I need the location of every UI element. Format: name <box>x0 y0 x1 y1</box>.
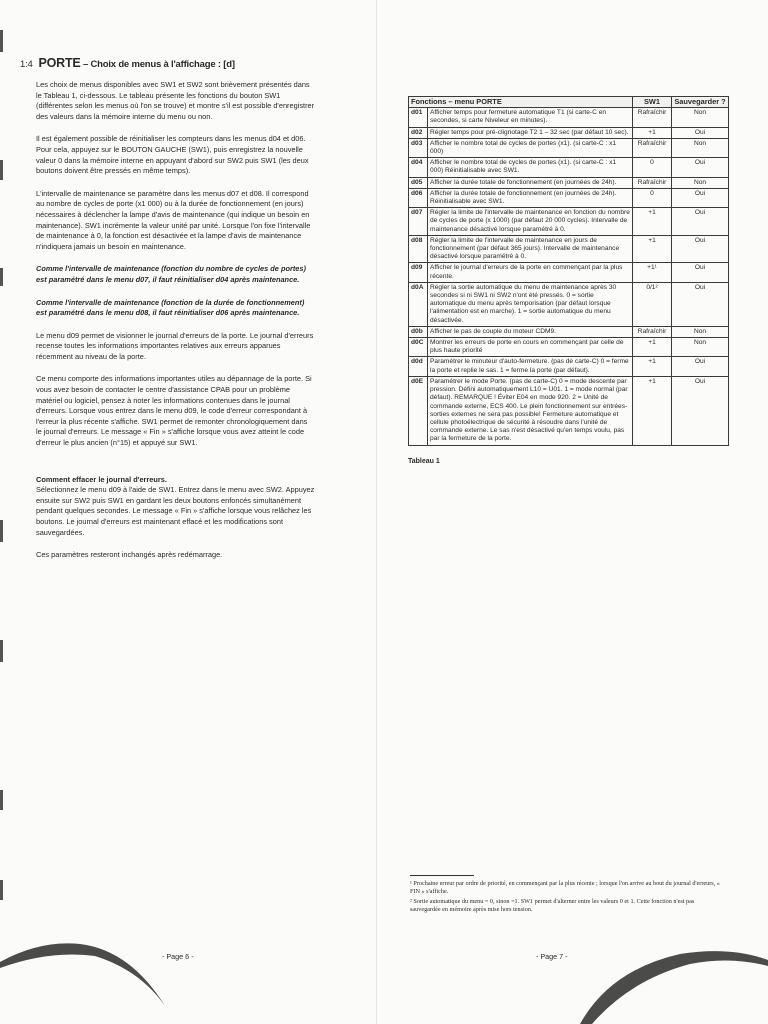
paragraph: Il est également possible de réinitialiser les compteurs dans les menus d04 et d06. Pour cela, appuyez sur le BOUTON GAUCHE (SW1), puis enregistrez la nouvelle valeur 0 dans la mémoire interne en appuyant d'abord sur SW2 puis SW1 (les deux boutons doivent être pressés en même temps). <box>36 134 309 176</box>
left-body <box>36 80 314 561</box>
section-subtitle: – Choix de menus à l'affichage : [d] <box>80 59 235 70</box>
binding-mark <box>0 160 3 180</box>
table-body <box>409 108 729 445</box>
table-row <box>409 108 729 127</box>
row-save: Oui <box>672 357 729 376</box>
table-row <box>409 127 729 138</box>
row-code: d04 <box>409 158 428 177</box>
row-description: Régler la limite de l'intervalle de maintenance en fonction du nombre de cycles de porte (x 1000) (par défaut 20 000 cycles). Intervalle de maintenance désactivé lorsque paramétré à 0. <box>428 208 633 236</box>
row-sw1: Rafraîchir <box>633 108 672 127</box>
row-save: Oui <box>672 188 729 207</box>
row-sw1: +1 <box>633 357 672 376</box>
row-description: Régler temps pour pré-clignotage T2 1 – 32 sec (par défaut 10 sec). <box>428 127 633 138</box>
section-name: PORTE <box>38 56 81 70</box>
row-description: Afficher la durée totale de fonctionnement (en journées de 24h). <box>428 177 633 188</box>
row-description: Afficher le pas de couple du moteur CDM9. <box>428 326 633 337</box>
binding-mark <box>0 268 3 286</box>
row-description: Afficher le nombre total de cycles de portes (x1). (si carte-C : x1 000) <box>428 138 633 157</box>
binding-mark <box>0 30 3 52</box>
row-code: d02 <box>409 127 428 138</box>
table-row <box>409 282 729 326</box>
row-save: Oui <box>672 376 729 445</box>
table-row <box>409 208 729 236</box>
row-description: Afficher le nombre total de cycles de portes (x1). (si carte-C : x1 000) Réinitialisable avec SW1. <box>428 158 633 177</box>
page-number-left: - Page 6 - <box>162 952 194 961</box>
row-save: Non <box>672 326 729 337</box>
table-caption: Tableau 1 <box>408 457 440 465</box>
row-save: Oui <box>672 282 729 326</box>
row-code: d03 <box>409 138 428 157</box>
row-sw1: +1 <box>633 127 672 138</box>
row-sw1: Rafraîchir <box>633 177 672 188</box>
row-sw1: +1 <box>633 376 672 445</box>
table-row <box>409 326 729 337</box>
header-functions: Fonctions – menu PORTE <box>409 97 633 108</box>
row-description: Régler la limite de l'intervalle de maintenance en jours de fonctionnement (par défaut 365 jours). Intervalle de maintenance désactivé lorsque paramétré à 0. <box>428 235 633 263</box>
table-row <box>409 158 729 177</box>
row-description: Afficher temps pour fermeture automatique T1 (si carte-C en secondes, si carte Niveleur en minutes). <box>428 108 633 127</box>
row-save: Oui <box>672 208 729 236</box>
page-curl-right <box>580 940 768 1024</box>
header-save: Sauvegarder ? <box>672 97 729 108</box>
footnote: ² Sortie automatique du menu = 0, sinon =1. SW1 permet d'alterner entre les valeurs 0 et 1. Cette fonction n'est pas sauvegardée en mémoire après mise hors tension. <box>410 898 695 913</box>
row-code: d0d <box>409 357 428 376</box>
table-row <box>409 177 729 188</box>
table-row <box>409 338 729 357</box>
footnote: ¹ Prochaine erreur par ordre de priorité, en commençant par la plus récente ; lorsque l'on arrive au bout du journal d'erreurs, « FIN » s'affiche. <box>410 880 720 895</box>
footnotes <box>410 875 720 916</box>
paragraph: Sélectionnez le menu d09 à l'aide de SW1. Entrez dans le menu avec SW2. Appuyez ensuite sur SW2 puis SW1 en gardant les deux boutons enfoncés simultanément pendant quelques secondes. Le message « Fin » s'affiche lorsque vous relâchez les boutons. Le journal d'erreurs est maintenant effacé et les modifications sont sauvegardées. <box>36 485 315 537</box>
header-sw1: SW1 <box>633 97 672 108</box>
row-save: Oui <box>672 235 729 263</box>
table-row <box>409 376 729 445</box>
row-code: d05 <box>409 177 428 188</box>
section-title <box>20 56 360 70</box>
binding-mark <box>0 790 3 810</box>
table-header-row <box>409 97 729 108</box>
row-save: Non <box>672 138 729 157</box>
row-description: Montrer les erreurs de porte en cours en commençant par celle de plus haute priorité <box>428 338 633 357</box>
row-sw1: Rafraîchir <box>633 138 672 157</box>
table-row <box>409 357 729 376</box>
row-sw1: 0 <box>633 188 672 207</box>
row-sw1: +1 <box>633 208 672 236</box>
subheading: Comment effacer le journal d'erreurs. <box>36 474 167 484</box>
row-code: d0E <box>409 376 428 445</box>
row-save: Non <box>672 108 729 127</box>
spread-fold <box>376 0 377 1024</box>
row-save: Non <box>672 177 729 188</box>
row-description: Afficher le journal d'erreurs de la porte en commençant par la plus récente. <box>428 263 633 282</box>
row-sw1: 0/1² <box>633 282 672 326</box>
paragraph: Ce menu comporte des informations importantes utiles au dépannage de la porte. Si vous avez besoin de contacter le centre d'assistance CPAB pour un problème matériel ou logiciel, pensez à noter les informations contenues dans le journal d'erreurs. Lorsque vous entrez dans le menu d09, le code d'erreur correspondant à l'erreur la plus récente s'affiche. SW1 permet de remonter chronologiquement dans le journal d'erreurs. Le message « Fin » s'affiche lorsque vous avez atteint le code d'erreur le plus ancien (n°15) et appuyé sur SW1. <box>36 374 312 448</box>
binding-mark <box>0 640 3 662</box>
row-sw1: +1¹ <box>633 263 672 282</box>
row-code: d0A <box>409 282 428 326</box>
binding-mark <box>0 880 3 900</box>
footnote-rule <box>410 875 474 876</box>
table-row <box>409 138 729 157</box>
row-sw1: +1 <box>633 235 672 263</box>
row-description: Paramétrer le mode Porte. (pas de carte-C) 0 = mode descente par pression. Défini automatiquement L10 = U01. 1 = mode normal (par défaut). REMARQUE ! Éviter E04 en mode 920. 2 = Unité de commande externe, ECS 400. Le plein fonctionnement sur entrées-sorties externes ne sera pas possible! Fermeture automatique et cellule photoélectrique de sécurité à résoudre dans l'unité de commande externe. Le sas n'est désactivé qu'en temps voulu, pas par la fermeture de la porte. <box>428 376 633 445</box>
italic-note: Comme l'intervalle de maintenance (fonction du nombre de cycles de portes) est paramétré dans le menu d07, il faut réinitialiser d04 après maintenance. <box>36 264 306 284</box>
row-description: Régler la sortie automatique du menu de maintenance après 30 secondes si ni SW1 ni SW2 n'ont été pressés. 0 = sortie automatique du menu après temporisation (par défaut lorsque l'alimentation est en marche). 1 = sortie automatique du menu désactivée. <box>428 282 633 326</box>
page-number-right: - Page 7 - <box>536 952 568 961</box>
row-code: d07 <box>409 208 428 236</box>
functions-table <box>408 96 729 446</box>
row-save: Non <box>672 338 729 357</box>
paragraph: Le menu d09 permet de visionner le journal d'erreurs de la porte. Le journal d'erreurs recense toutes les informations importantes relatives aux erreurs apparues récemment au niveau de la porte. <box>36 330 314 361</box>
row-code: d0C <box>409 338 428 357</box>
paragraph: L'intervalle de maintenance se paramètre dans les menus d07 et d08. Il correspond au nombre de cycles de porte (x1 000) ou à la durée de fonctionnement (en jours) nécessaires à déclencher la lampe d'avis de maintenance (qui indique un besoin en maintenance). SW1 incrémente la valeur unité par unité. Lorsque l'on fixe l'intervalle de maintenance à 0, la fonction est désactivée et la lampe d'avis de maintenance n'indiquera jamais un besoin en maintenance. <box>36 188 311 251</box>
row-description: Afficher la durée totale de fonctionnement (en journées de 24h). Réinitialisable avec SW1. <box>428 188 633 207</box>
row-code: d09 <box>409 263 428 282</box>
left-page <box>20 56 360 573</box>
row-code: d0b <box>409 326 428 337</box>
row-code: d06 <box>409 188 428 207</box>
right-page <box>408 56 732 465</box>
table-row <box>409 263 729 282</box>
paragraph: Les choix de menus disponibles avec SW1 et SW2 sont brièvement présentés dans le Tableau 1, ci-dessous. Le tableau présente les fonctions du bouton SW1 (différentes selon les menus où l'on se trouve) et montre s'il est possible d'enregistrer des valeurs dans la mémoire interne du menu ou non. <box>36 80 315 121</box>
row-sw1: +1 <box>633 338 672 357</box>
section-number: 1:4 <box>20 59 33 70</box>
paragraph: Ces paramètres resteront inchangés après redémarrage. <box>36 550 223 560</box>
binding-mark <box>0 520 3 542</box>
row-description: Paramétrer le minuteur d'auto-fermeture. (pas de carte-C) 0 = ferme la porte et replie le sas. 1 = ferme la porte (par défaut). <box>428 357 633 376</box>
table-row <box>409 188 729 207</box>
row-code: d08 <box>409 235 428 263</box>
row-save: Oui <box>672 158 729 177</box>
row-save: Oui <box>672 127 729 138</box>
row-sw1: 0 <box>633 158 672 177</box>
row-save: Oui <box>672 263 729 282</box>
page-curl-left <box>0 930 200 1010</box>
table-row <box>409 235 729 263</box>
italic-note: Comme l'intervalle de maintenance (fonction de la durée de fonctionnement) est paramétré dans le menu d08, il faut réinitialiser d06 après maintenance. <box>36 297 305 318</box>
row-code: d01 <box>409 108 428 127</box>
row-sw1: Rafraîchir <box>633 326 672 337</box>
